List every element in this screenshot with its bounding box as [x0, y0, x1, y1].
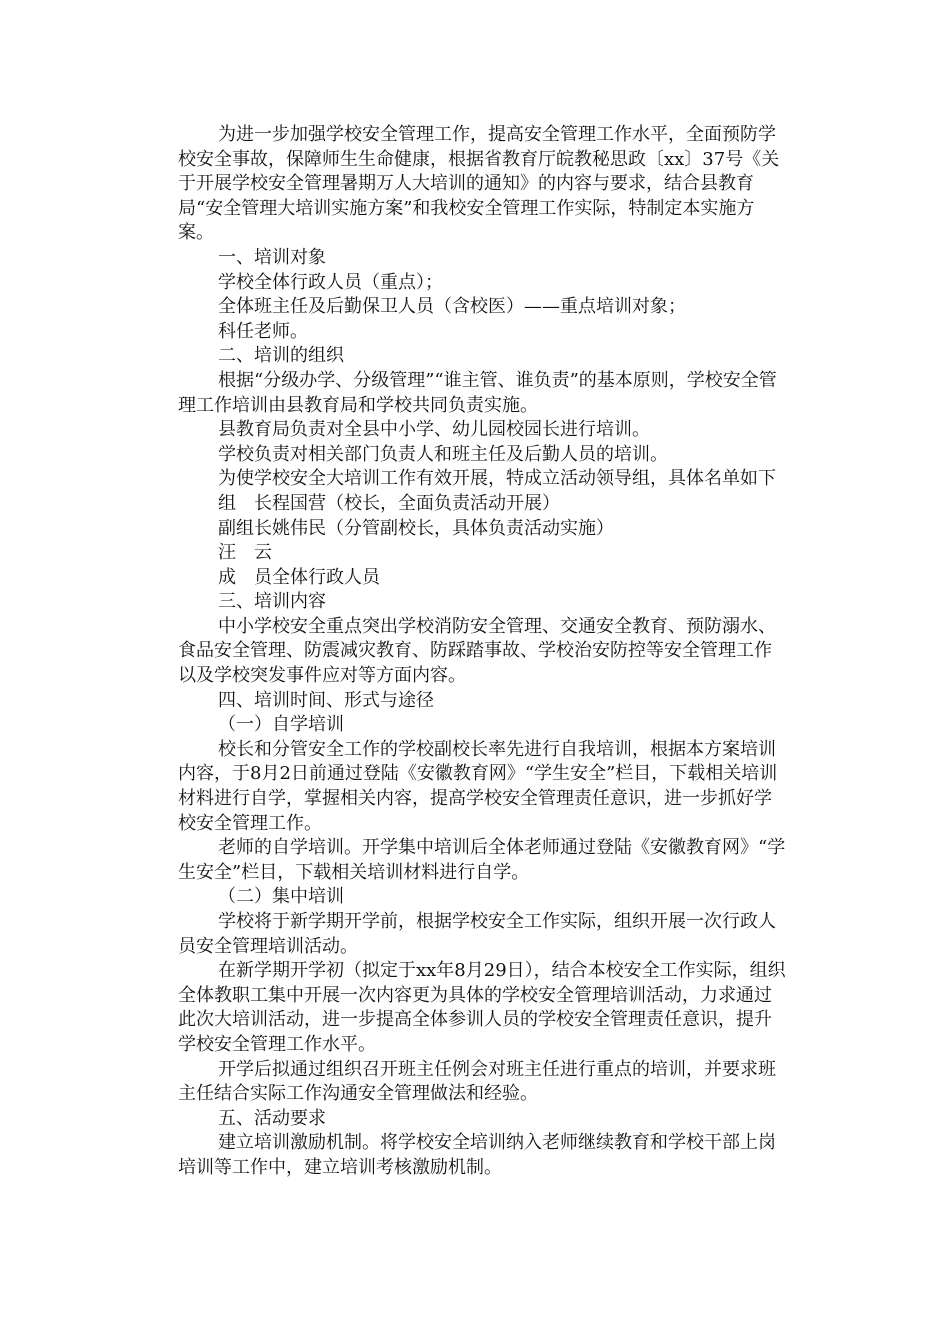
body-paragraph: 学校将于新学期开学前，根据学校安全工作实际，组织开展一次行政人员安全管理培训活动。	[178, 911, 776, 957]
section-heading-schedule: 四、培训时间、形式与途径	[218, 689, 434, 711]
intro-paragraph: 为进一步加强学校安全管理工作，提高安全管理工作水平，全面预防学校安全事故，保障师生生命健康，根据省教育厅皖教秘思政〔xx〕37号《关于开展学校安全管理暑期万人大培训的通知》的内容与要求，结合县教育局“安全管理大培训实施方案”和我校安全管理工作实际，特制定本实施方案。	[178, 124, 780, 244]
body-paragraph: 建立培训激励机制。将学校安全培训纳入老师继续教育和学校干部上岗培训等工作中，建立培训考核激励机制。	[178, 1132, 776, 1178]
leader-list-item: 副组长姚伟民（分管副校长，具体负责活动实施）	[218, 517, 614, 539]
body-paragraph: 中小学校安全重点突出学校消防安全管理、交通安全教育、预防溺水、食品安全管理、防震减灾教育、防踩踏事故、学校治安防控等安全管理工作以及学校突发事件应对等方面内容。	[178, 615, 776, 687]
body-paragraph: 为使学校安全大培训工作有效开展，特成立活动领导组，具体名单如下	[218, 468, 776, 490]
list-item: 学校全体行政人员（重点）；	[218, 271, 443, 293]
subsection-heading-centralized: （二）集中培训	[218, 886, 344, 908]
body-paragraph: 开学后拟通过组织召开班主任例会对班主任进行重点的培训，并要求班主任结合实际工作沟通安全管理做法和经验。	[178, 1058, 776, 1105]
body-paragraph: 县教育局负责对全县中小学、幼儿园校园长进行培训。	[218, 419, 650, 441]
subsection-heading-self-study: （一）自学培训	[218, 714, 344, 736]
document-body	[178, 123, 788, 1181]
leader-list-item: 成 员全体行政人员	[218, 566, 380, 588]
section-heading-requirements: 五、活动要求	[218, 1107, 326, 1129]
section-heading-organization: 二、培训的组织	[218, 345, 344, 367]
section-heading-content: 三、培训内容	[218, 591, 326, 613]
body-paragraph: 根据“分级办学、分级管理”“谁主管、谁负责”的基本原则，学校安全管理工作培训由县教育局和学校共同负责实施。	[178, 369, 777, 416]
leader-list-item: 汪 云	[218, 542, 272, 564]
list-item: 全体班主任及后勤保卫人员（含校医）——重点培训对象；	[218, 296, 686, 318]
body-paragraph: 校长和分管安全工作的学校副校长率先进行自我培训，根据本方案培训内容，于8月2日前通过登陆《安徽教育网》“学生安全”栏目，下载相关培训材料进行自学，掌握相关内容，提高学校安全管理责任意识，进一步抓好学校安全管理工作。	[178, 738, 778, 834]
list-item: 科任老师。	[218, 320, 308, 342]
section-heading-training-targets: 一、培训对象	[218, 246, 326, 268]
leader-list-item: 组 长程国营（校长，全面负责活动开展）	[218, 492, 560, 514]
body-paragraph: 在新学期开学初（拟定于xx年8月29日），结合本校安全工作实际，组织全体教职工集中开展一次内容更为具体的学校安全管理培训活动，力求通过此次大培训活动，进一步提高全体参训人员的学校安全管理责任意识，提升学校安全管理工作水平。	[178, 960, 786, 1055]
body-paragraph: 老师的自学培训。开学集中培训后全体老师通过登陆《安徽教育网》“学生安全”栏目，下载相关培训材料进行自学。	[178, 837, 786, 883]
body-paragraph: 学校负责对相关部门负责人和班主任及后勤人员的培训。	[218, 443, 668, 465]
